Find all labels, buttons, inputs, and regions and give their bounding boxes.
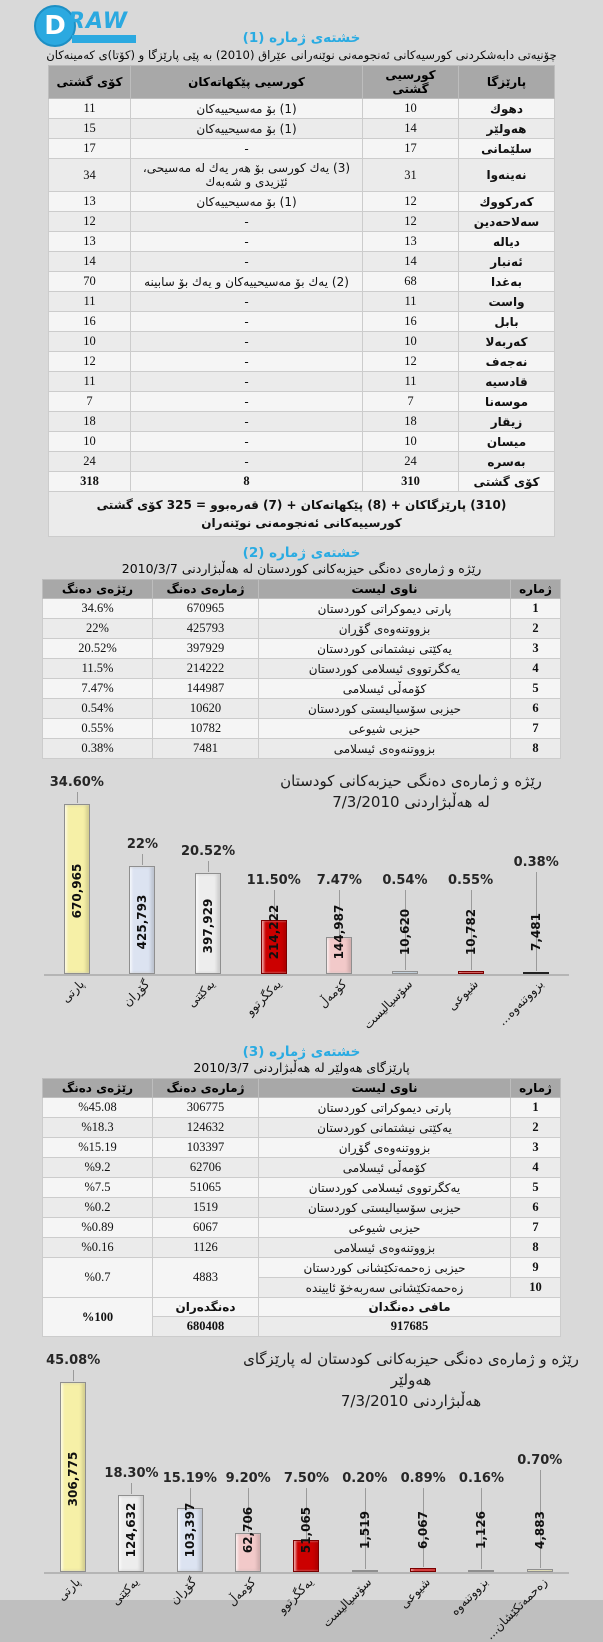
value-label: 214,222 [266,904,281,960]
table-row [49,212,555,232]
percent-cell: %0.2 [43,1198,153,1218]
percent-label: 34.60% [49,775,104,790]
value-label: 103,397 [182,1502,197,1558]
table-row [43,1118,561,1138]
province-cell: کەربەلا [459,332,555,352]
list-name-cell: یەکگرتووی ئیسلامی کوردستان [259,659,511,679]
column-header: ناوی لیست [259,580,511,599]
votes-cell: 144987 [153,679,259,699]
table-row [43,699,561,719]
column-header: ژماره [511,580,561,599]
table-row [43,599,561,619]
table-footer-row [43,1298,561,1317]
table-row [49,232,555,252]
table-1-seats-by-province [48,65,555,537]
x-axis-label-text: شیوعی [396,1575,434,1612]
x-axis-label-text: گۆڕان [120,977,153,1010]
total-seats-cell: 15 [49,119,131,139]
percent-cell: %18.3 [43,1118,153,1138]
component-seats-cell: - [131,412,363,432]
table-3-erbil-votes [42,1078,561,1337]
total-sum-cell: 318 [49,472,131,492]
percent-label: 15.19% [162,1471,217,1486]
component-seats-cell: (1) بۆ مەسیحییەکان [131,99,363,119]
rank-cell: 5 [511,1178,561,1198]
general-seats-cell: 12 [363,212,459,232]
component-seats-cell: - [131,352,363,372]
table-row [49,432,555,452]
rank-cell: 2 [511,619,561,639]
rank-cell: 9 [511,1258,561,1278]
bar-slot [175,769,241,1011]
list-name-cell: حیزبی سۆسیالیستی کوردستان [259,699,511,719]
percent-label: 0.70% [517,1453,563,1468]
voting-right-value: 917685 [259,1317,561,1337]
table-row [49,252,555,272]
column-header: رێژەی دەنگ [43,1079,153,1098]
component-seats-cell: - [131,292,363,312]
votes-cell: 10782 [153,719,259,739]
total-seats-cell: 11 [49,372,131,392]
province-cell: دیاله [459,232,555,252]
percent-cell: 0.54% [43,699,153,719]
percent-cell: %0.89 [43,1218,153,1238]
bar-slot [102,1347,160,1609]
table-row [43,1178,561,1198]
column-header: ژمارەی دەنگ [153,580,259,599]
percent-label: 7.50% [283,1471,330,1486]
table-row [49,192,555,212]
table-row [43,739,561,759]
x-axis-label-text: سۆسیالیست [319,1575,375,1630]
general-seats-cell: 11 [363,292,459,312]
value-label: 670,965 [69,863,84,919]
general-seats-cell: 12 [363,352,459,372]
value-label: 7,481 [529,913,544,951]
component-seats-cell: - [131,452,363,472]
list-name-cell: حیزبی سۆسیالیستی کوردستان [259,1198,511,1218]
total-seats-cell: 11 [49,99,131,119]
percent-label: 0.16% [458,1471,505,1486]
percent-label: 0.55% [448,873,494,888]
percent-cell: %0.7 [43,1258,153,1298]
table-row [49,332,555,352]
rank-cell: 1 [511,1098,561,1118]
votes-cell: 124632 [153,1118,259,1138]
province-cell: قادسیه [459,372,555,392]
votes-cell: 51065 [153,1178,259,1198]
rank-cell: 2 [511,1118,561,1138]
percent-cell: 20.52% [43,639,153,659]
draw-logo-text: RAW [68,9,129,34]
table-2-header-row [43,580,561,599]
component-seats-cell: - [131,232,363,252]
general-seats-cell: 14 [363,119,459,139]
total-seats-cell: 12 [49,212,131,232]
votes-cell: 214222 [153,659,259,679]
votes-cell: 6067 [153,1218,259,1238]
general-seats-cell: 11 [363,372,459,392]
list-name-cell: حیزبی زەحمەتکێشانی کوردستان [259,1258,511,1278]
list-name-cell: بزووتنەوەی ئیسلامی [259,1238,511,1258]
x-axis-label-text: سۆسیالیست [360,977,415,1032]
list-name-cell: پارتی دیموکراتی کوردستان [259,599,511,619]
draw-logo-circle-icon: D [34,5,76,47]
table-row [49,99,555,119]
x-axis-label-text: یەکگرتوو [275,1575,317,1617]
column-header: کورسیی گشتی [363,66,459,99]
chart-erbil-votes [0,1347,603,1642]
table2-subtitle: رێژە و ژمارەی دەنگی حیزبەکانی کوردستان له هەڵبژاردنی 2010/3/7 [121,561,482,576]
percent-cell: %0.16 [43,1238,153,1258]
list-name-cell: یەکگرتووی ئیسلامی کوردستان [259,1178,511,1198]
list-name-cell: زەحمەتکێشانی سەربەخۆ ئایینده [259,1278,511,1298]
value-label: 397,929 [201,898,216,953]
x-axis-label-text: یەکگرتوو [242,977,284,1019]
component-seats-cell: (3) یەك کورسی بۆ هەر یەك له مەسیحی، ئێزیدی و شەبەك [131,159,363,192]
value-label: 4,883 [532,1511,547,1549]
percent-cell: %45.08 [43,1098,153,1118]
component-seats-cell: - [131,139,363,159]
bar-slot [44,769,110,1006]
votes-cell: 62706 [153,1158,259,1178]
percent-label: 0.89% [400,1471,446,1486]
component-seats-cell: (1) بۆ مەسیحییەکان [131,192,363,212]
table-row [43,1218,561,1238]
votes-cell: 425793 [153,619,259,639]
province-cell: واست [459,292,555,312]
table-row [43,1158,561,1178]
component-seats-cell: - [131,212,363,232]
votes-cell: 306775 [153,1098,259,1118]
x-axis-label-text: زەحمەتکێشان... [482,1575,550,1642]
percent-cell: 34.6% [43,599,153,619]
votes-cell: 1519 [153,1198,259,1218]
table-row [43,619,561,639]
province-cell: سەلاحەدین [459,212,555,232]
general-seats-cell: 7 [363,392,459,412]
votes-cell: 670965 [153,599,259,619]
rank-cell: 4 [511,1158,561,1178]
table-row [43,1238,561,1258]
chart-kurdistan-votes [0,769,603,1038]
rank-cell: 8 [511,1238,561,1258]
province-cell: کەرکووك [459,192,555,212]
column-header: ژمارەی دەنگ [153,1079,259,1098]
list-name-cell: حیزبی شیوعی [259,719,511,739]
province-cell: بەغدا [459,272,555,292]
total-seats-cell: 34 [49,159,131,192]
value-label: 1,126 [474,1511,489,1549]
table-3-header-row [43,1079,561,1098]
bar-slot [110,769,176,1010]
list-name-cell: کۆمەڵی ئیسلامی [259,679,511,699]
column-header: کۆی گشتی [49,66,131,99]
table-row [43,1258,561,1278]
x-axis-label-text: یەکێتی [108,1575,142,1609]
general-seats-cell: 17 [363,139,459,159]
percent-cell: 22% [43,619,153,639]
component-seats-cell: - [131,252,363,272]
component-seats-cell: - [131,432,363,452]
note-cell: (310) پارێزگاکان + (8) پێکهاتەکان + (7) قەرەبوو = 325 کۆی گشتی کورسییەکانی ئەنجومەنی نوێنەران [49,492,555,537]
list-name-cell: بزووتنەوەی گۆڕان [259,1138,511,1158]
table-row [49,139,555,159]
table-row [49,352,555,372]
x-axis-label-text: بزووتنەوە... [494,977,547,1029]
rank-cell: 1 [511,599,561,619]
table-2-kurdistan-votes [42,579,561,759]
component-seats-cell: - [131,332,363,352]
rank-cell: 10 [511,1278,561,1298]
general-seats-cell: 12 [363,192,459,212]
component-seats-cell: - [131,372,363,392]
rank-cell: 4 [511,659,561,679]
general-seats-cell: 14 [363,252,459,272]
chart-title-line: هەڵبژاردنی 7/3/2010 [340,1392,482,1410]
rank-cell: 5 [511,679,561,699]
leader-line [142,854,143,865]
general-seats-cell: 10 [363,332,459,352]
percent-label: 0.38% [513,855,559,870]
votes-cell: 10620 [153,699,259,719]
rank-cell: 7 [511,1218,561,1238]
column-header: ژماره [511,1079,561,1098]
voters-value: 680408 [153,1317,259,1337]
general-seats-cell: 10 [363,432,459,452]
table-row [43,1138,561,1158]
value-label: 124,632 [124,1502,139,1558]
table-row [49,412,555,432]
total-seats-cell: 14 [49,252,131,272]
province-cell: بەسره [459,452,555,472]
x-axis-label-text: گۆڕان [167,1575,200,1608]
chart-title-line: رێژە و ژمارەی دەنگی حیزبەکانی کودستان له پارێزگای هەولێر [243,1350,579,1389]
province-cell: نەینەوا [459,159,555,192]
chart-title-line: رێژە و ژمارەی دەنگی حیزبەکانی کودستان [280,772,542,790]
total-seats-cell: 13 [49,232,131,252]
x-axis-label-text: یەکێتی [184,977,218,1011]
table-row [49,312,555,332]
total-seats-cell: 7 [49,392,131,412]
table3-title: خشتەی ژمارە (3) [242,1044,361,1060]
table-row [43,679,561,699]
value-label: 425,793 [135,894,150,950]
table1-subtitle: چۆنیەتی دابەشکردنی کورسیەکانی ئەنجومەنی نوێنەرانی عێراق (2010) به پێی پارێزگا و (کۆتا)ی کەمینەکان [46,48,557,62]
votes-cell: 1126 [153,1238,259,1258]
voting-right-label: مافی دەنگدان [259,1298,561,1317]
total-seats-cell: 70 [49,272,131,292]
list-name-cell: کۆمەڵی ئیسلامی [259,1158,511,1178]
general-seats-cell: 13 [363,232,459,252]
component-seats-cell: - [131,312,363,332]
page-header [0,0,603,48]
percent-cell: 11.5% [43,659,153,679]
total-label-cell: کۆی گشتی [459,472,555,492]
table-row [43,719,561,739]
list-name-cell: بزووتنەوەی ئیسلامی [259,739,511,759]
table-row [43,659,561,679]
table-row [49,119,555,139]
percent-cell: %7.5 [43,1178,153,1198]
province-cell: بابل [459,312,555,332]
percent-label: 0.54% [382,873,428,888]
percent-label: 45.08% [46,1353,101,1368]
province-cell: میسان [459,432,555,452]
province-cell: ئەنبار [459,252,555,272]
leader-line [77,792,78,803]
percent-cell: %9.2 [43,1158,153,1178]
province-cell: هەولێر [459,119,555,139]
total-seats-cell: 24 [49,452,131,472]
general-seats-cell: 18 [363,412,459,432]
list-name-cell: پارتی دیموکراتی کوردستان [259,1098,511,1118]
general-seats-cell: 16 [363,312,459,332]
value-label: 144,987 [332,904,347,960]
table-row [49,272,555,292]
value-label: 51,065 [299,1506,314,1554]
value-label: 10,782 [463,908,478,956]
total-seats-cell: 16 [49,312,131,332]
province-cell: زیقار [459,412,555,432]
table1-title: خشتەی ژمارە (1) [242,30,361,46]
table-row [49,372,555,392]
list-name-cell: یەکێتی نیشتمانی کوردستان [259,639,511,659]
column-header: ناوی لیست [259,1079,511,1098]
table-row [43,639,561,659]
x-axis-label-text: پارتی [54,1575,84,1604]
table-1-header-row [49,66,555,99]
value-label: 1,519 [357,1511,372,1549]
general-seats-cell: 31 [363,159,459,192]
list-name-cell: حیزبی شیوعی [259,1218,511,1238]
votes-cell: 7481 [153,739,259,759]
x-axis-label-text: پارتی [58,977,87,1006]
rank-cell: 3 [511,639,561,659]
rank-cell: 6 [511,1198,561,1218]
province-cell: موسەنا [459,392,555,412]
votes-cell: 103397 [153,1138,259,1158]
total-seats-cell: 10 [49,432,131,452]
table3-subtitle: پارێزگای هەولێر له هەڵبژاردنی 2010/3/7 [193,1060,410,1075]
table-row [49,452,555,472]
list-name-cell: یەکێتی نیشتمانی کوردستان [259,1118,511,1138]
percent-label: 0.20% [342,1471,388,1486]
total-general-cell: 310 [363,472,459,492]
percent-cell: 0.38% [43,739,153,759]
value-label: 6,067 [416,1511,431,1549]
total-seats-cell: 13 [49,192,131,212]
general-seats-cell: 24 [363,452,459,472]
column-header: پارێزگا [459,66,555,99]
voters-label: دەنگدەران [153,1298,259,1317]
chart-title [241,771,581,813]
percent-label: 9.20% [225,1471,271,1486]
value-label: 306,775 [66,1451,81,1507]
leader-line [208,861,209,872]
table-row [43,1198,561,1218]
general-seats-cell: 68 [363,272,459,292]
votes-cell: 397929 [153,639,259,659]
total-seats-cell: 17 [49,139,131,159]
total-seats-cell: 11 [49,292,131,312]
chart-title [241,1349,581,1412]
rank-cell: 6 [511,699,561,719]
percent-cell: 7.47% [43,679,153,699]
component-seats-cell: (2) یەك بۆ مەسیحییەکان و یەك بۆ سابینە [131,272,363,292]
value-label: 10,620 [397,908,412,956]
component-seats-cell: - [131,392,363,412]
chart-title-line: له هەڵبژاردنی 7/3/2010 [332,793,490,811]
x-axis-label-text: کۆمەڵ [315,977,350,1011]
total-seats-cell: 18 [49,412,131,432]
province-cell: دهوك [459,99,555,119]
table-total-row [49,472,555,492]
column-header: کورسیی پێکهاتەکان [131,66,363,99]
table-note-row [49,492,555,537]
bar-slot [44,1347,102,1604]
total-component-cell: 8 [131,472,363,492]
table-row [49,159,555,192]
percent-total-cell: %100 [43,1298,153,1337]
component-seats-cell: (1) بۆ مەسیحییەکان [131,119,363,139]
province-cell: نەجەف [459,352,555,372]
percent-label: 7.47% [316,873,362,888]
rank-cell: 3 [511,1138,561,1158]
rank-cell: 7 [511,719,561,739]
value-label: 62,706 [241,1506,256,1554]
table-row [49,292,555,312]
table2-title: خشتەی ژمارە (2) [242,545,361,561]
bar-slot [161,1347,219,1608]
x-axis-label-text: شیوعی [444,977,481,1014]
percent-cell: %15.19 [43,1138,153,1158]
votes-cell: 4883 [153,1258,259,1298]
percent-label: 22% [126,837,158,852]
percent-label: 18.30% [104,1466,159,1481]
province-cell: سلێمانی [459,139,555,159]
table-row [49,392,555,412]
rank-cell: 8 [511,739,561,759]
x-axis-label-text: کۆمەڵ [224,1575,259,1609]
x-axis-label-text: بزووتنەوە [448,1575,492,1619]
percent-cell: 0.55% [43,719,153,739]
leader-line [73,1370,74,1381]
percent-label: 20.52% [180,844,236,859]
column-header: رێژەی دەنگ [43,580,153,599]
total-seats-cell: 12 [49,352,131,372]
general-seats-cell: 10 [363,99,459,119]
percent-label: 11.50% [246,873,301,888]
table-row [43,1098,561,1118]
total-seats-cell: 10 [49,332,131,352]
list-name-cell: بزووتنەوەی گۆڕان [259,619,511,639]
